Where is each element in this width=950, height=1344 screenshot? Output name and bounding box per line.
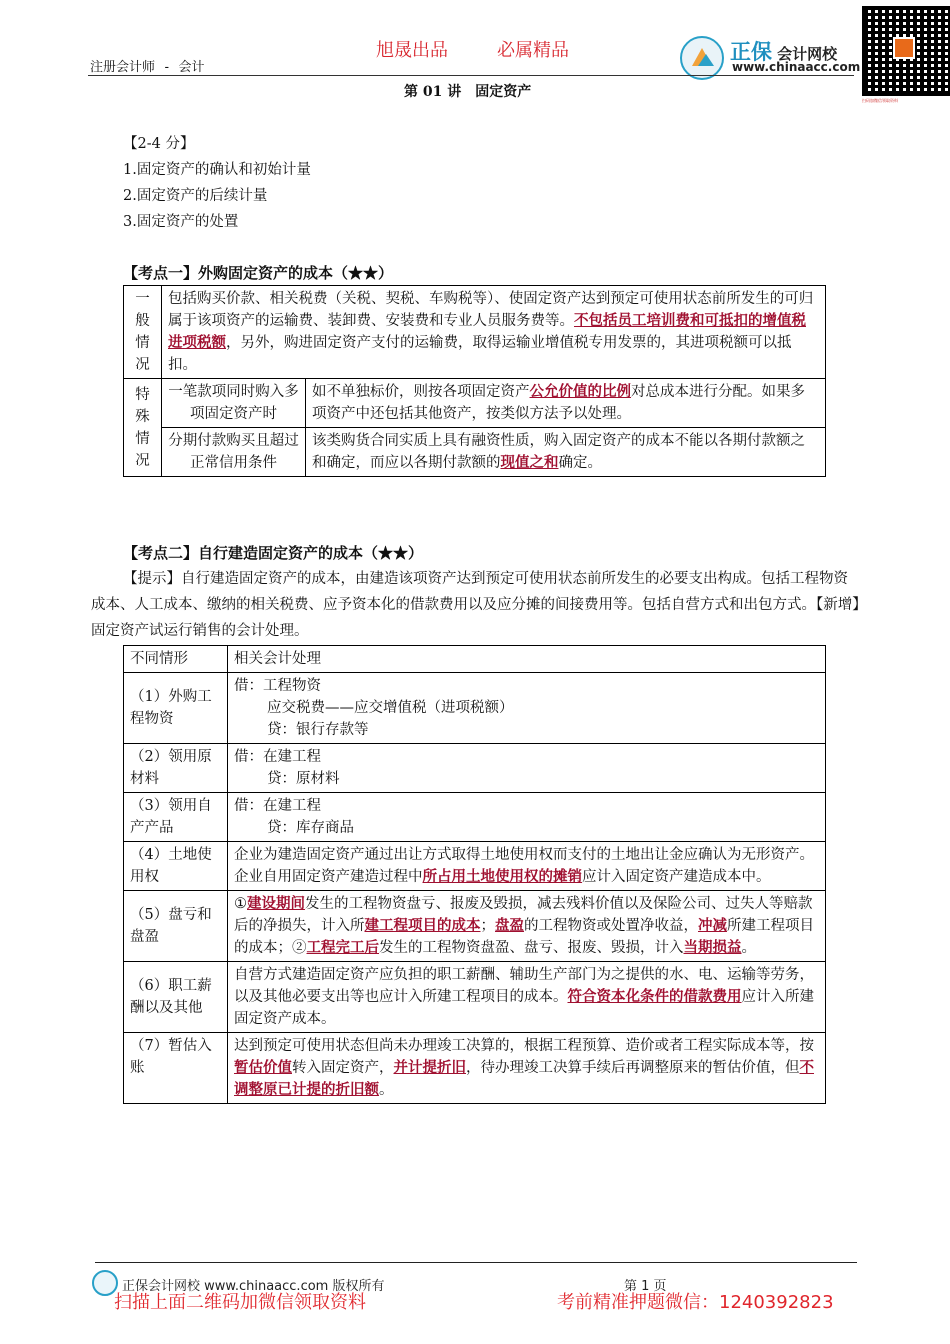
text: ① — [234, 896, 247, 912]
row1-text-b: 对总成本进行分配。如果多项资产中还包括其他资产，按类似方法予以处理。 — [312, 384, 805, 422]
text: 达到预定可使用状态但尚未办理竣工决算的，根据工程预算、造价或者工程实际成本等，按 — [234, 1038, 814, 1054]
intro-item-3: 3.固定资产的处置 — [123, 214, 239, 230]
section1-heading: 【考点一】外购固定资产的成本（★★） — [123, 264, 394, 282]
row2-text-b: 确定。 — [558, 455, 602, 471]
footer-divider — [95, 1262, 857, 1263]
special-case-2: 分期付款购买且超过正常信用条件 — [162, 428, 306, 477]
key-term: 冲减 — [698, 917, 727, 934]
entry-line: 借：在建工程 — [234, 798, 321, 814]
special-content-2 — [306, 428, 826, 477]
table-row — [124, 286, 826, 379]
col-header-treatment: 相关会计处理 — [228, 646, 826, 673]
table-row — [124, 379, 826, 428]
header-course: 注册会计师 - 会计 — [90, 60, 205, 75]
table-row — [124, 428, 826, 477]
page-number: 第 1 页 — [624, 1279, 667, 1294]
logo-icon — [680, 36, 724, 80]
section1-table — [123, 285, 826, 477]
treatment-4 — [228, 842, 826, 891]
promo-right: 考前精准押题微信：1240392823 — [557, 1292, 834, 1313]
case-6: （6）职工薪酬以及其他 — [124, 962, 228, 1033]
case-3: （3）领用自产产品 — [124, 793, 228, 842]
entry-line: 借：在建工程 — [234, 749, 321, 765]
table-row — [124, 646, 826, 673]
treatment-6 — [228, 962, 826, 1033]
section2-table — [123, 645, 826, 1104]
general-content — [162, 286, 826, 379]
table-row — [124, 962, 826, 1033]
qr-caption: 扫码加微信领取资料 — [862, 98, 898, 103]
text: 应计入固定资产建造成本中。 — [582, 869, 771, 885]
logo-url: www.chinaacc.com — [732, 60, 861, 74]
treatment-2 — [228, 744, 826, 793]
general-text-b: ，另外，购进固定资产支付的运输费，取得运输业增值税专用发票的，其进项税额可以抵扣。 — [168, 335, 792, 373]
general-text-a: 包括购买价款、相关税费（关税、契税、车购税等）、使固定资产达到预定可使用状态前所发生的可归属于该项资产的运输费、装卸费、安装费和专业人员服务费等。 — [168, 291, 814, 329]
intro-item-1: 1.固定资产的确认和初始计量 — [123, 162, 311, 178]
table-row — [124, 793, 826, 842]
key-term: 不调整原已计提的折旧额 — [234, 1059, 814, 1098]
key-term: 所占用土地使用权的摊销 — [422, 868, 582, 885]
text: 发生的工程物资盘亏、报废及毁损，减去残料价值以及保险公司、过失人等赔款后的净损失，计入所 — [234, 896, 813, 934]
logo-subname: 会计网校 — [777, 45, 838, 63]
table-row — [124, 744, 826, 793]
table-row — [124, 842, 826, 891]
table-row — [124, 891, 826, 962]
page-title: 第 01 讲 固定资产 — [404, 84, 532, 100]
treatment-3 — [228, 793, 826, 842]
key-term: 符合资本化条件的借款费用 — [567, 988, 742, 1005]
special-label: 特 殊 情 况 — [124, 379, 162, 477]
entry-line: 应交税费——应交增值税（进项税额） — [267, 700, 514, 716]
row1-key: 公允价值的比例 — [529, 383, 631, 400]
score-range: 【2-4 分】 — [123, 136, 195, 152]
key-term: 盘盈 — [495, 917, 524, 934]
footer-copyright: 正保会计网校 www.chinaacc.com 版权所有 — [122, 1279, 385, 1294]
case-5: （5）盘亏和盘盈 — [124, 891, 228, 962]
special-case-1: 一笔款项同时购入多项固定资产时 — [162, 379, 306, 428]
key-term: 暂估价值 — [234, 1059, 292, 1076]
col-header-case: 不同情形 — [124, 646, 228, 673]
header-slogan-1: 旭晟出品 — [376, 40, 448, 61]
table-row — [124, 1033, 826, 1104]
special-content-1 — [306, 379, 826, 428]
header-divider — [88, 75, 854, 76]
general-key: 不包括员工培训费和可抵扣的增值税进项税额 — [168, 312, 806, 351]
text: 的工程物资或处置净收益， — [524, 918, 698, 934]
text: ； — [480, 918, 495, 934]
case-4: （4）土地使用权 — [124, 842, 228, 891]
entry-line: 借：工程物资 — [234, 678, 321, 694]
key-term: 并计提折旧 — [393, 1059, 466, 1076]
key-term: 建设期间 — [247, 895, 305, 912]
section2-paragraph: 【提示】自行建造固定资产的成本，由建造该项资产达到预定可使用状态前所发生的必要支出构成。包括工程物资成本、人工成本、缴纳的相关税费、应予资本化的借款费用以及应分摊的间接费用等。包括自营方式和出包方式。【新增】固定资产试运行销售的会计处理。 — [91, 571, 860, 639]
treatment-5 — [228, 891, 826, 962]
promo-left: 扫描上面二维码加微信领取资料 — [114, 1292, 366, 1313]
text: 转入固定资产， — [292, 1060, 394, 1076]
intro-item-2: 2.固定资产的后续计量 — [123, 188, 268, 204]
key-term: 当期损益 — [683, 939, 742, 956]
section2-heading: 【考点二】自行建造固定资产的成本（★★） — [123, 544, 424, 562]
entry-line: 贷：库存商品 — [267, 820, 354, 836]
general-label: 一 般 情 况 — [124, 286, 162, 379]
text: 应计入所建固定资产成本。 — [234, 989, 814, 1027]
treatment-1 — [228, 673, 826, 744]
row2-text-a: 该类购货合同实质上具有融资性质，购入固定资产的成本不能以各期付款额之和确定，而应以各期付款额的 — [312, 433, 805, 471]
text: 发生的工程物资盘盈、盘亏、报废、毁损，计入 — [379, 940, 684, 956]
qr-center-logo-icon — [893, 37, 915, 59]
text: 自营方式建造固定资产应负担的职工薪酬、辅助生产部门为之提供的水、电、运输等劳务，以及其他必要支出等也应计入所建工程项目的成本。 — [234, 967, 814, 1005]
text: ，待办理竣工决算手续后再调整原来的暂估价值，但 — [466, 1060, 800, 1076]
key-term: 建工程项目的成本 — [364, 917, 481, 934]
logo-mark-icon — [682, 38, 722, 78]
text: 。 — [741, 940, 756, 956]
text: 企业为建造固定资产通过出让方式取得土地使用权而支付的土地出让金应确认为无形资产。企业自用固定资产建造过程中 — [234, 847, 814, 885]
entry-line: 贷：银行存款等 — [267, 722, 369, 738]
text: 所建工程项目的成本；② — [234, 918, 814, 956]
text: 。 — [379, 1082, 394, 1098]
entry-line: 贷：原材料 — [267, 771, 340, 787]
key-term: 工程完工后 — [306, 939, 379, 956]
case-7: （7）暂估入账 — [124, 1033, 228, 1104]
row2-key: 现值之和 — [500, 454, 559, 471]
table-row — [124, 673, 826, 744]
treatment-7 — [228, 1033, 826, 1104]
case-1: （1）外购工程物资 — [124, 673, 228, 744]
case-2: （2）领用原材料 — [124, 744, 228, 793]
header-slogan-2: 必属精品 — [497, 40, 569, 61]
logo-name: 正保 — [730, 40, 772, 64]
row1-text-a: 如不单独标价，则按各项固定资产 — [312, 384, 530, 400]
